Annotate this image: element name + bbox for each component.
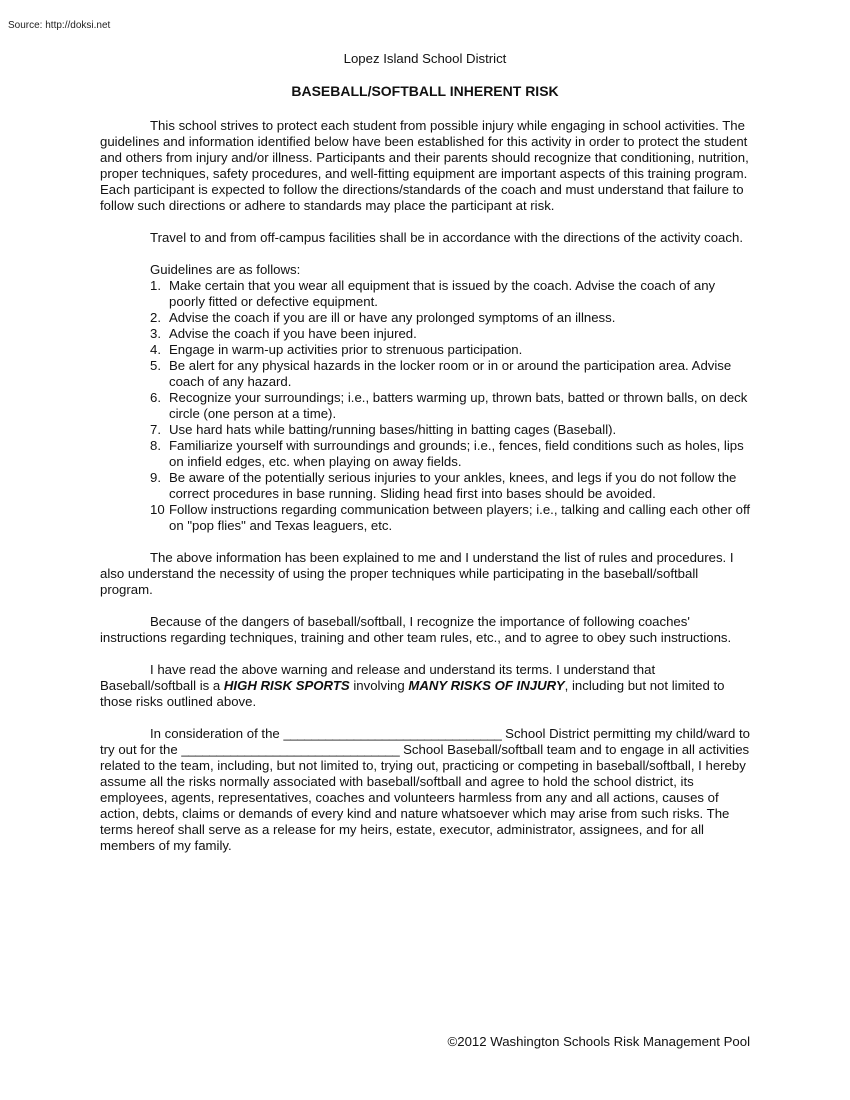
travel-paragraph: Travel to and from off-campus facilities shall be in accordance with the directions of the activity coach.: [150, 230, 743, 245]
release-paragraph: [100, 726, 752, 854]
list-item-number: 7.: [150, 422, 161, 437]
list-item-number: 4.: [150, 342, 161, 357]
warning-text-1: I have read the above warning and release and understand its terms. I understand that Baseball/softball is a: [100, 662, 656, 693]
warning-text-2: involving: [349, 678, 409, 693]
list-item-text: Recognize your surroundings; i.e., batters warming up, thrown bats, batted or thrown balls, on deck circle (one person at a time).: [169, 390, 748, 421]
warning-paragraph: [100, 662, 752, 710]
list-item-text: Follow instructions regarding communication between players; i.e., talking and calling each other off on "pop flies" and Texas leaguers, etc.: [169, 502, 751, 533]
organization-name: Lopez Island School District: [343, 51, 507, 66]
list-item-number: 10: [150, 502, 165, 517]
list-item-number: 9.: [150, 470, 161, 485]
list-item-number: 8.: [150, 438, 161, 453]
list-item-text: Be alert for any physical hazards in the locker room or in or around the participation area. Advise coach of any hazard.: [169, 358, 732, 389]
acknowledgement-paragraph: The above information has been explained to me and I understand the list of rules and procedures. I also understand the necessity of using the proper techniques while participating in the baseball/softball program.: [100, 550, 734, 597]
list-item-text: Make certain that you wear all equipment that is issued by the coach. Advise the coach of any poorly fitted or defective equipment.: [169, 278, 716, 309]
list-item: [150, 358, 752, 390]
list-item-text: Advise the coach if you are ill or have any prolonged symptoms of an illness.: [169, 310, 616, 325]
dangers-paragraph: Because of the dangers of baseball/softball, I recognize the importance of following coaches' instructions regarding techniques, training and other team rules, etc., and to agree to obey such instructions.: [100, 614, 732, 645]
list-item-text: Familiarize yourself with surroundings and grounds; i.e., fences, field conditions such as holes, lips on infield edges, etc. when playing on away fields.: [169, 438, 744, 469]
list-item: [150, 278, 752, 310]
list-item: [150, 342, 752, 358]
document-title: BASEBALL/SOFTBALL INHERENT RISK: [291, 83, 559, 99]
list-item: [150, 422, 752, 438]
list-item-text: Engage in warm-up activities prior to strenuous participation.: [169, 342, 523, 357]
list-item: [150, 502, 752, 534]
release-text-1: In consideration of the: [150, 726, 284, 741]
list-item: [150, 470, 752, 502]
source-url: Source: http://doksi.net: [8, 20, 111, 31]
list-item-text: Use hard hats while batting/running bases/hitting in batting cages (Baseball).: [169, 422, 617, 437]
release-text-2: School District permitting my child/ward to try out for the: [100, 726, 750, 757]
school-name-blank: _______________________________: [181, 742, 400, 757]
copyright-footer: ©2012 Washington Schools Risk Management Pool: [447, 1034, 750, 1049]
list-item-number: 2.: [150, 310, 161, 325]
document-body: [100, 118, 752, 870]
warning-text-3: , including but not limited to those risks outlined above.: [100, 678, 725, 709]
list-item: [150, 438, 752, 470]
guidelines-list: [100, 278, 752, 534]
high-risk-emphasis: HIGH RISK SPORTS: [223, 678, 350, 693]
release-text-3: School Baseball/softball team and to engage in all activities related to the team, including, but not limited to, trying out, practicing or competing in baseball/softball, I hereby assume all the risks normally associated with baseball/softball and agree to hold the school district, its employees, agents, representatives, coaches and volunteers harmless from any and all actions, causes of action, debts, claims or demands of every kind and nature whatsoever which may arise from such risks. The terms hereof shall serve as a release for my heirs, estate, executor, administrator, assignees, and for all members of my family.: [100, 742, 750, 853]
list-item: [150, 390, 752, 422]
list-item-text: Be aware of the potentially serious injuries to your ankles, knees, and legs if you do not follow the correct procedures in base running. Sliding head first into bases should be avoided.: [169, 470, 737, 501]
guidelines-intro: Guidelines are as follows:: [150, 262, 301, 277]
list-item: [150, 326, 752, 342]
list-item: [150, 310, 752, 326]
list-item-number: 5.: [150, 358, 161, 373]
list-item-text: Advise the coach if you have been injured.: [169, 326, 417, 341]
list-item-number: 1.: [150, 278, 161, 293]
list-item-number: 6.: [150, 390, 161, 405]
injury-risk-emphasis: MANY RISKS OF INJURY: [408, 678, 565, 693]
list-item-number: 3.: [150, 326, 161, 341]
intro-paragraph: This school strives to protect each student from possible injury while engaging in school activities. The guidelines and information identified below have been established for this activity in order to protect the student and others from injury and/or illness. Participants and their parents should recognize that conditioning, nutrition, proper techniques, safety procedures, and well-fitting equipment are important aspects of this training program. Each participant is expected to follow the directions/standards of the coach and must understand that failure to follow such directions or adhere to standards may place the participant at risk.: [100, 118, 749, 213]
school-district-blank: _______________________________: [283, 726, 502, 741]
